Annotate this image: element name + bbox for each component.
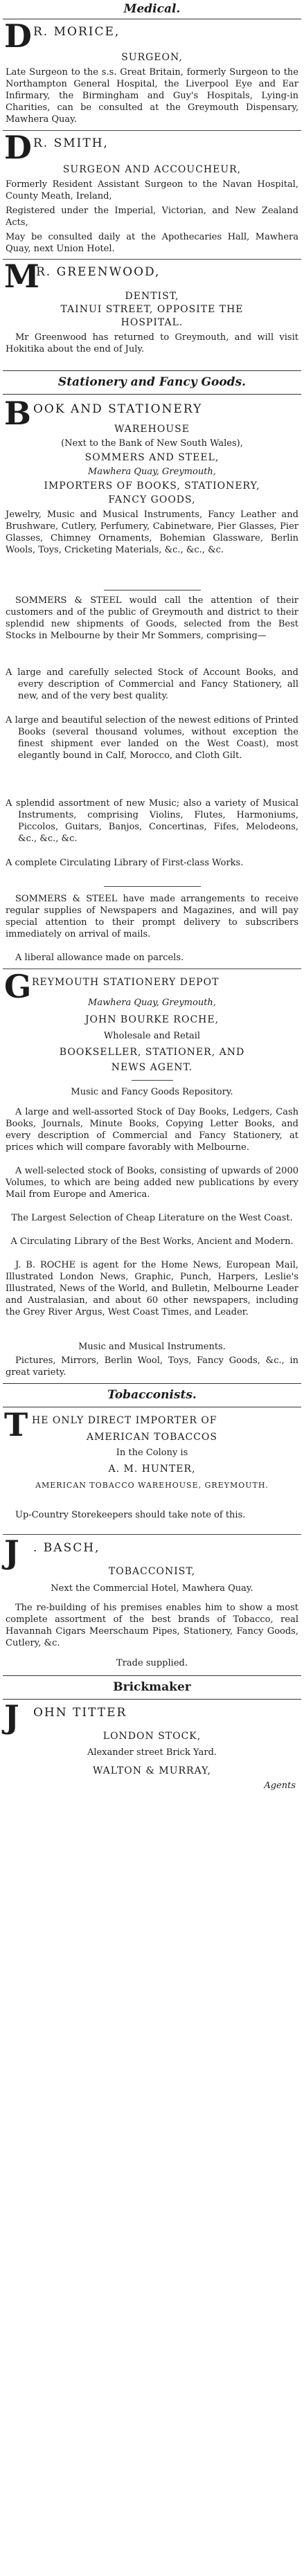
hunter-body: Up-Country Storekeepers should take note of this. <box>15 1510 246 1520</box>
sommers-heading-1: OOK AND STATIONERY <box>33 402 203 416</box>
smith-title: SURGEON AND ACCOUCHEUR, <box>62 164 242 175</box>
morice-body: Late Surgeon to the s.s. Great Britain, formerly Surgeon to the Northampton General Hospital, the Liverpool Eye and Ear Infirmary, the Birmingham and Guy's Hospitals, Lying-in Charities, can be consulted at the Greymouth Dispensary, Mawhera Quay. <box>6 67 298 125</box>
roche-role-1: BOOKSELLER, STATIONER, AND <box>59 1047 245 1058</box>
titter-stock: LONDON STOCK, <box>102 1731 202 1742</box>
titter-name: OHN TITTER <box>33 1706 127 1720</box>
sommers-item-3: A splendid assortment of new Music; also a variety of Musical Instruments, comprising Violins, Flutes, Harmoniums, Piccolos, Guitars, Banjos, Concertinas, Fifes, Melodeons, &c., &c., &c. <box>6 798 298 844</box>
short-divider <box>104 886 201 887</box>
sommers-item-4: A complete Circulating Library of First-class Works. <box>6 858 244 868</box>
sommers-allowance: A liberal allowance made on parcels. <box>15 953 184 963</box>
drop-cap-roche: G <box>4 968 32 1005</box>
sommers-fancy: FANCY GOODS, <box>108 494 196 505</box>
basch-title: TOBACCONIST, <box>108 1566 196 1577</box>
basch-name: . BASCH, <box>33 1541 100 1555</box>
greenwood-title: DENTIST, <box>125 291 179 302</box>
sommers-item-2: A large and beautiful selection of the newest editions of Printed Books (several thousand volumes, without exception the finest shipment ever landed on the West Coast), most elegantly bound in Calf, Morocco, and Cloth Gilt. <box>6 715 298 761</box>
divider <box>3 130 301 131</box>
roche-paragraph-7: Pictures, Mirrors, Berlin Wool, Toys, Fancy Goods, &c., in great variety. <box>6 1355 298 1378</box>
greenwood-name: R. GREENWOOD, <box>36 265 161 279</box>
greenwood-address-1: TAINUI STREET, OPPOSITE THE <box>60 304 244 315</box>
hunter-heading-1: HE ONLY DIRECT IMPORTER OF <box>32 1415 217 1426</box>
sommers-next-to: (Next to the Bank of New South Wales), <box>61 438 243 449</box>
sommers-firm: SOMMERS AND STEEL, <box>84 452 220 463</box>
sommers-item-1: A large and carefully selected Stock of Account Books, and every description of Commercial and Fancy Stationery, all new, and of the very best quality. <box>6 667 298 701</box>
roche-paragraph-4: A Circulating Library of the Best Works, Ancient and Modern. <box>10 1236 294 1247</box>
smith-body-1: Formerly Resident Assistant Surgeon to the Navan Hospital, County Meath, Ireland, <box>6 179 298 201</box>
section-tobacconists-heading: Tobacconists. <box>107 1388 197 1402</box>
divider <box>3 1675 301 1676</box>
sommers-heading-2: WAREHOUSE <box>114 424 190 435</box>
roche-paragraph-6: Music and Musical Instruments. <box>78 1342 226 1352</box>
titter-agents-label: Agents <box>264 1781 296 1791</box>
divider <box>3 1699 301 1700</box>
smith-body-3: May be consulted daily at the Apothecaries Hall, Mawhera Quay, next Union Hotel. <box>6 232 298 254</box>
roche-paragraph-3: The Largest Selection of Cheap Literature on the West Coast. <box>11 1213 293 1223</box>
roche-paragraph-2: A well-selected stock of Books, consisting of upwards of 2000 Volumes, to which are being added new publications by every Mail from Europe and America. <box>6 1166 298 1200</box>
drop-cap-hunter: T <box>4 1406 28 1443</box>
divider <box>3 370 301 371</box>
drop-cap-smith: D <box>4 129 32 166</box>
drop-cap-greenwood: M <box>4 258 39 295</box>
titter-agents: WALTON & MURRAY, <box>92 1765 212 1776</box>
roche-paragraph-5: J. B. ROCHE is agent for the Home News, European Mail, Illustrated London News, Graphic, Punch, Harpers, Leslie's Illustrated, News of the World, and Bulletin, Melbourne Leader and Australasian, and about 60 other newspapers, including the Grey River Argus, West Coast Times, and Leader. <box>6 1260 298 1317</box>
sommers-goods: Jewelry, Music and Musical Instruments, Fancy Leather and Brushware, Cutlery, Perfumery, Cabinetware, Pier Glasses, Pier Glasses, Chimney Ornaments, Bohemian Glassware, Berlin Wools, Toys, Cricketing Materials, &c., &c., &c. <box>6 510 298 555</box>
hunter-warehouse: AMERICAN TOBACCO WAREHOUSE, GREYMOUTH. <box>35 1481 269 1490</box>
roche-repository: Music and Fancy Goods Repository. <box>71 1087 233 1097</box>
sommers-intro: SOMMERS & STEEL would call the attention of their customers and of the public of Greymouth and district to their splendid new shipments of Goods, selected from the Best Stocks in Melbourne by their Mr Sommers, comprising— <box>6 595 298 641</box>
hunter-heading-2: AMERICAN TOBACCOS <box>87 1432 217 1443</box>
roche-role-2: NEWS AGENT. <box>111 1062 193 1073</box>
divider <box>3 394 301 395</box>
section-medical-heading: Medical. <box>123 2 181 16</box>
basch-body: The re-building of his premises enables him to show a most complete assortment of the best brands of Tobacco, real Havannah Cigars Meerschaum Pipes, Stationery, Fancy Goods, Cutlery, &c. <box>6 1603 298 1648</box>
titter-yard: Alexander street Brick Yard. <box>87 1747 217 1758</box>
sommers-outro: SOMMERS & STEEL have made arrangements to receive regular supplies of Newspapers and Magazines, and will pay special attention to their prompt delivery to subscribers immediately on arrival of mails. <box>6 894 298 939</box>
greenwood-body: Mr Greenwood has returned to Greymouth, and will visit Hokitika about the end of July. <box>6 332 298 354</box>
greenwood-address-2: HOSPITAL. <box>120 317 184 328</box>
roche-trade: Wholesale and Retail <box>103 1031 201 1041</box>
drop-cap-titter: J <box>4 1698 19 1736</box>
smith-body-2: Registered under the Imperial, Victorian, and New Zealand Acts, <box>6 206 298 228</box>
roche-name: JOHN BOURKE ROCHE, <box>84 1014 220 1025</box>
short-divider <box>132 1080 173 1081</box>
drop-cap-basch: J <box>4 1533 19 1571</box>
roche-heading: REYMOUTH STATIONERY DEPOT <box>32 977 220 988</box>
drop-cap-morice: D <box>4 17 32 55</box>
hunter-name: A. M. HUNTER, <box>108 1463 196 1475</box>
roche-paragraph-1: A large and well-assorted Stock of Day Books, Ledgers, Cash Books, Journals, Minute Books, Copying Letter Books, and every description of Commercial and Fancy Stationery, at prices which will compare favorably with Melbourne. <box>6 1107 298 1153</box>
sommers-importers: IMPORTERS OF BOOKS, STATIONERY, <box>44 480 260 492</box>
drop-cap-sommers: B <box>4 395 31 432</box>
short-divider <box>104 590 201 591</box>
morice-title: SURGEON, <box>121 52 183 63</box>
divider <box>3 259 301 260</box>
smith-name: R. SMITH, <box>33 136 109 150</box>
hunter-colony: In the Colony is <box>116 1448 188 1458</box>
divider <box>3 1534 301 1535</box>
section-brickmaker-heading: Brickmaker <box>113 1680 191 1694</box>
basch-address: Next the Commercial Hotel, Mawhera Quay. <box>51 1583 253 1594</box>
roche-location: Mawhera Quay, Greymouth, <box>88 998 216 1008</box>
sommers-location: Mawhera Quay, Greymouth, <box>88 467 216 477</box>
divider <box>3 1383 301 1384</box>
morice-name: R. MORICE, <box>33 25 120 39</box>
section-stationery-heading: Stationery and Fancy Goods. <box>57 375 247 389</box>
basch-supplied: Trade supplied. <box>116 1658 188 1668</box>
